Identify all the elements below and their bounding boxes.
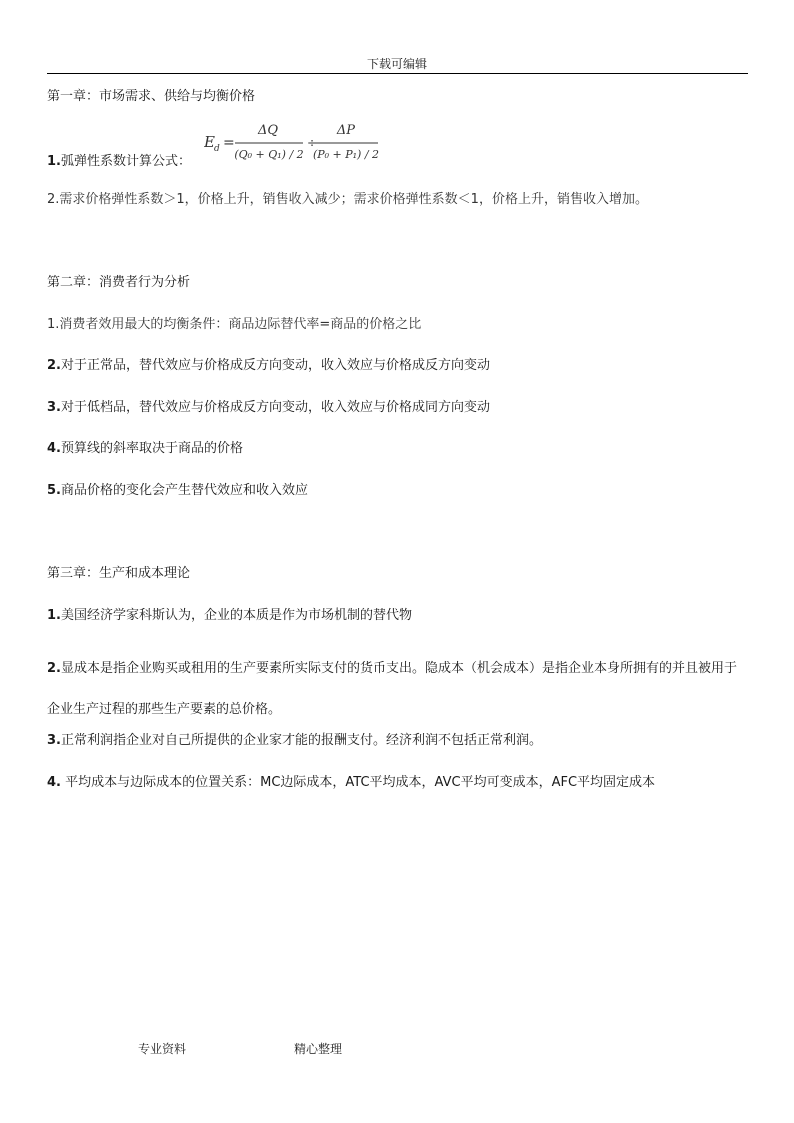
header-divider	[47, 73, 748, 74]
chapter3-item-2-text: 显成本是指企业购买或租用的生产要素所实际支付的货币支出。隐成本（机会成本）是指企业本身所拥有的并且被用于企业生产过程的那些生产要素的总价格。	[47, 661, 737, 717]
chapter1-item-1-number: 1.	[47, 154, 61, 169]
chapter2-item-5-text: 商品价格的变化会产生替代效应和收入效应	[60, 483, 308, 498]
chapter3-item-4	[47, 773, 655, 793]
chapter2-item-1	[47, 315, 421, 335]
chapter2-item-2-number: 2.	[47, 358, 61, 373]
arc-elasticity-formula	[204, 118, 384, 166]
footer-right-text: 精心整理	[294, 1042, 343, 1056]
chapter2-item-3	[47, 398, 490, 418]
chapter3-item-2	[47, 648, 749, 730]
chapter3-item-4-text: 平均成本与边际成本的位置关系：MC边际成本，ATC平均成本，AVC平均可变成本，AFC平均固定成本	[60, 775, 656, 790]
formula-denominator-1: (Q₀ + Q₁) / 2	[234, 148, 304, 161]
formula-numerator-2: ΔP	[336, 123, 356, 138]
chapter3-item-1	[47, 606, 412, 626]
formula-lhs-subscript: d	[214, 144, 220, 154]
chapter3-item-2-number: 2.	[47, 661, 61, 676]
footer-left-text: 专业资料	[138, 1042, 187, 1056]
chapter2-item-4-text: 预算线的斜率取决于商品的价格	[60, 441, 243, 456]
chapter3-title: 第三章：生产和成本理论	[47, 566, 191, 581]
chapter2-item-4-number: 4.	[47, 441, 61, 456]
chapter3-item-1-number: 1.	[47, 608, 61, 623]
chapter2-item-5	[47, 481, 308, 501]
chapter3-item-3-number: 3.	[47, 733, 61, 748]
chapter1-item-2: 2.需求价格弹性系数＞1，价格上升，销售收入减少；需求价格弹性系数＜1，价格上升，销售收入增加。	[47, 192, 648, 207]
chapter1-item-1-text: 弧弹性系数计算公式：	[60, 154, 191, 169]
chapter2-item-5-number: 5.	[47, 483, 61, 498]
chapter2-item-3-number: 3.	[47, 400, 61, 415]
chapter2-item-1-text: 消费者效用最大的均衡条件：商品边际替代率=商品的价格之比	[59, 317, 422, 332]
chapter2-title: 第二章：消费者行为分析	[47, 275, 191, 290]
chapter3-item-1-text: 美国经济学家科斯认为，企业的本质是作为市场机制的替代物	[60, 608, 412, 623]
chapter2-item-2-text: 对于正常品，替代效应与价格成反方向变动，收入效应与价格成反方向变动	[60, 358, 490, 373]
formula-numerator-1: ΔQ	[257, 123, 279, 138]
chapter1-title: 第一章：市场需求、供给与均衡价格	[47, 89, 256, 104]
chapter2-item-2	[47, 356, 490, 376]
chapter3-item-4-number: 4.	[47, 775, 61, 790]
chapter2-item-3-text: 对于低档品，替代效应与价格成反方向变动，收入效应与价格成同方向变动	[60, 400, 490, 415]
formula-lhs: E	[204, 133, 215, 151]
chapter1-item-1	[47, 152, 191, 172]
chapter2-item-4	[47, 439, 243, 459]
formula-equals: =	[223, 135, 235, 151]
chapter3-item-3-text: 正常利润指企业对自己所提供的企业家才能的报酬支付。经济利润不包括正常利润。	[60, 733, 542, 748]
page-header: 下载可编辑	[366, 57, 427, 71]
chapter3-item-3	[47, 731, 542, 751]
chapter2-item-1-number: 1.	[47, 317, 60, 332]
formula-denominator-2: (P₀ + P₁) / 2	[312, 148, 380, 161]
formula-division-sign: ÷	[307, 136, 318, 150]
